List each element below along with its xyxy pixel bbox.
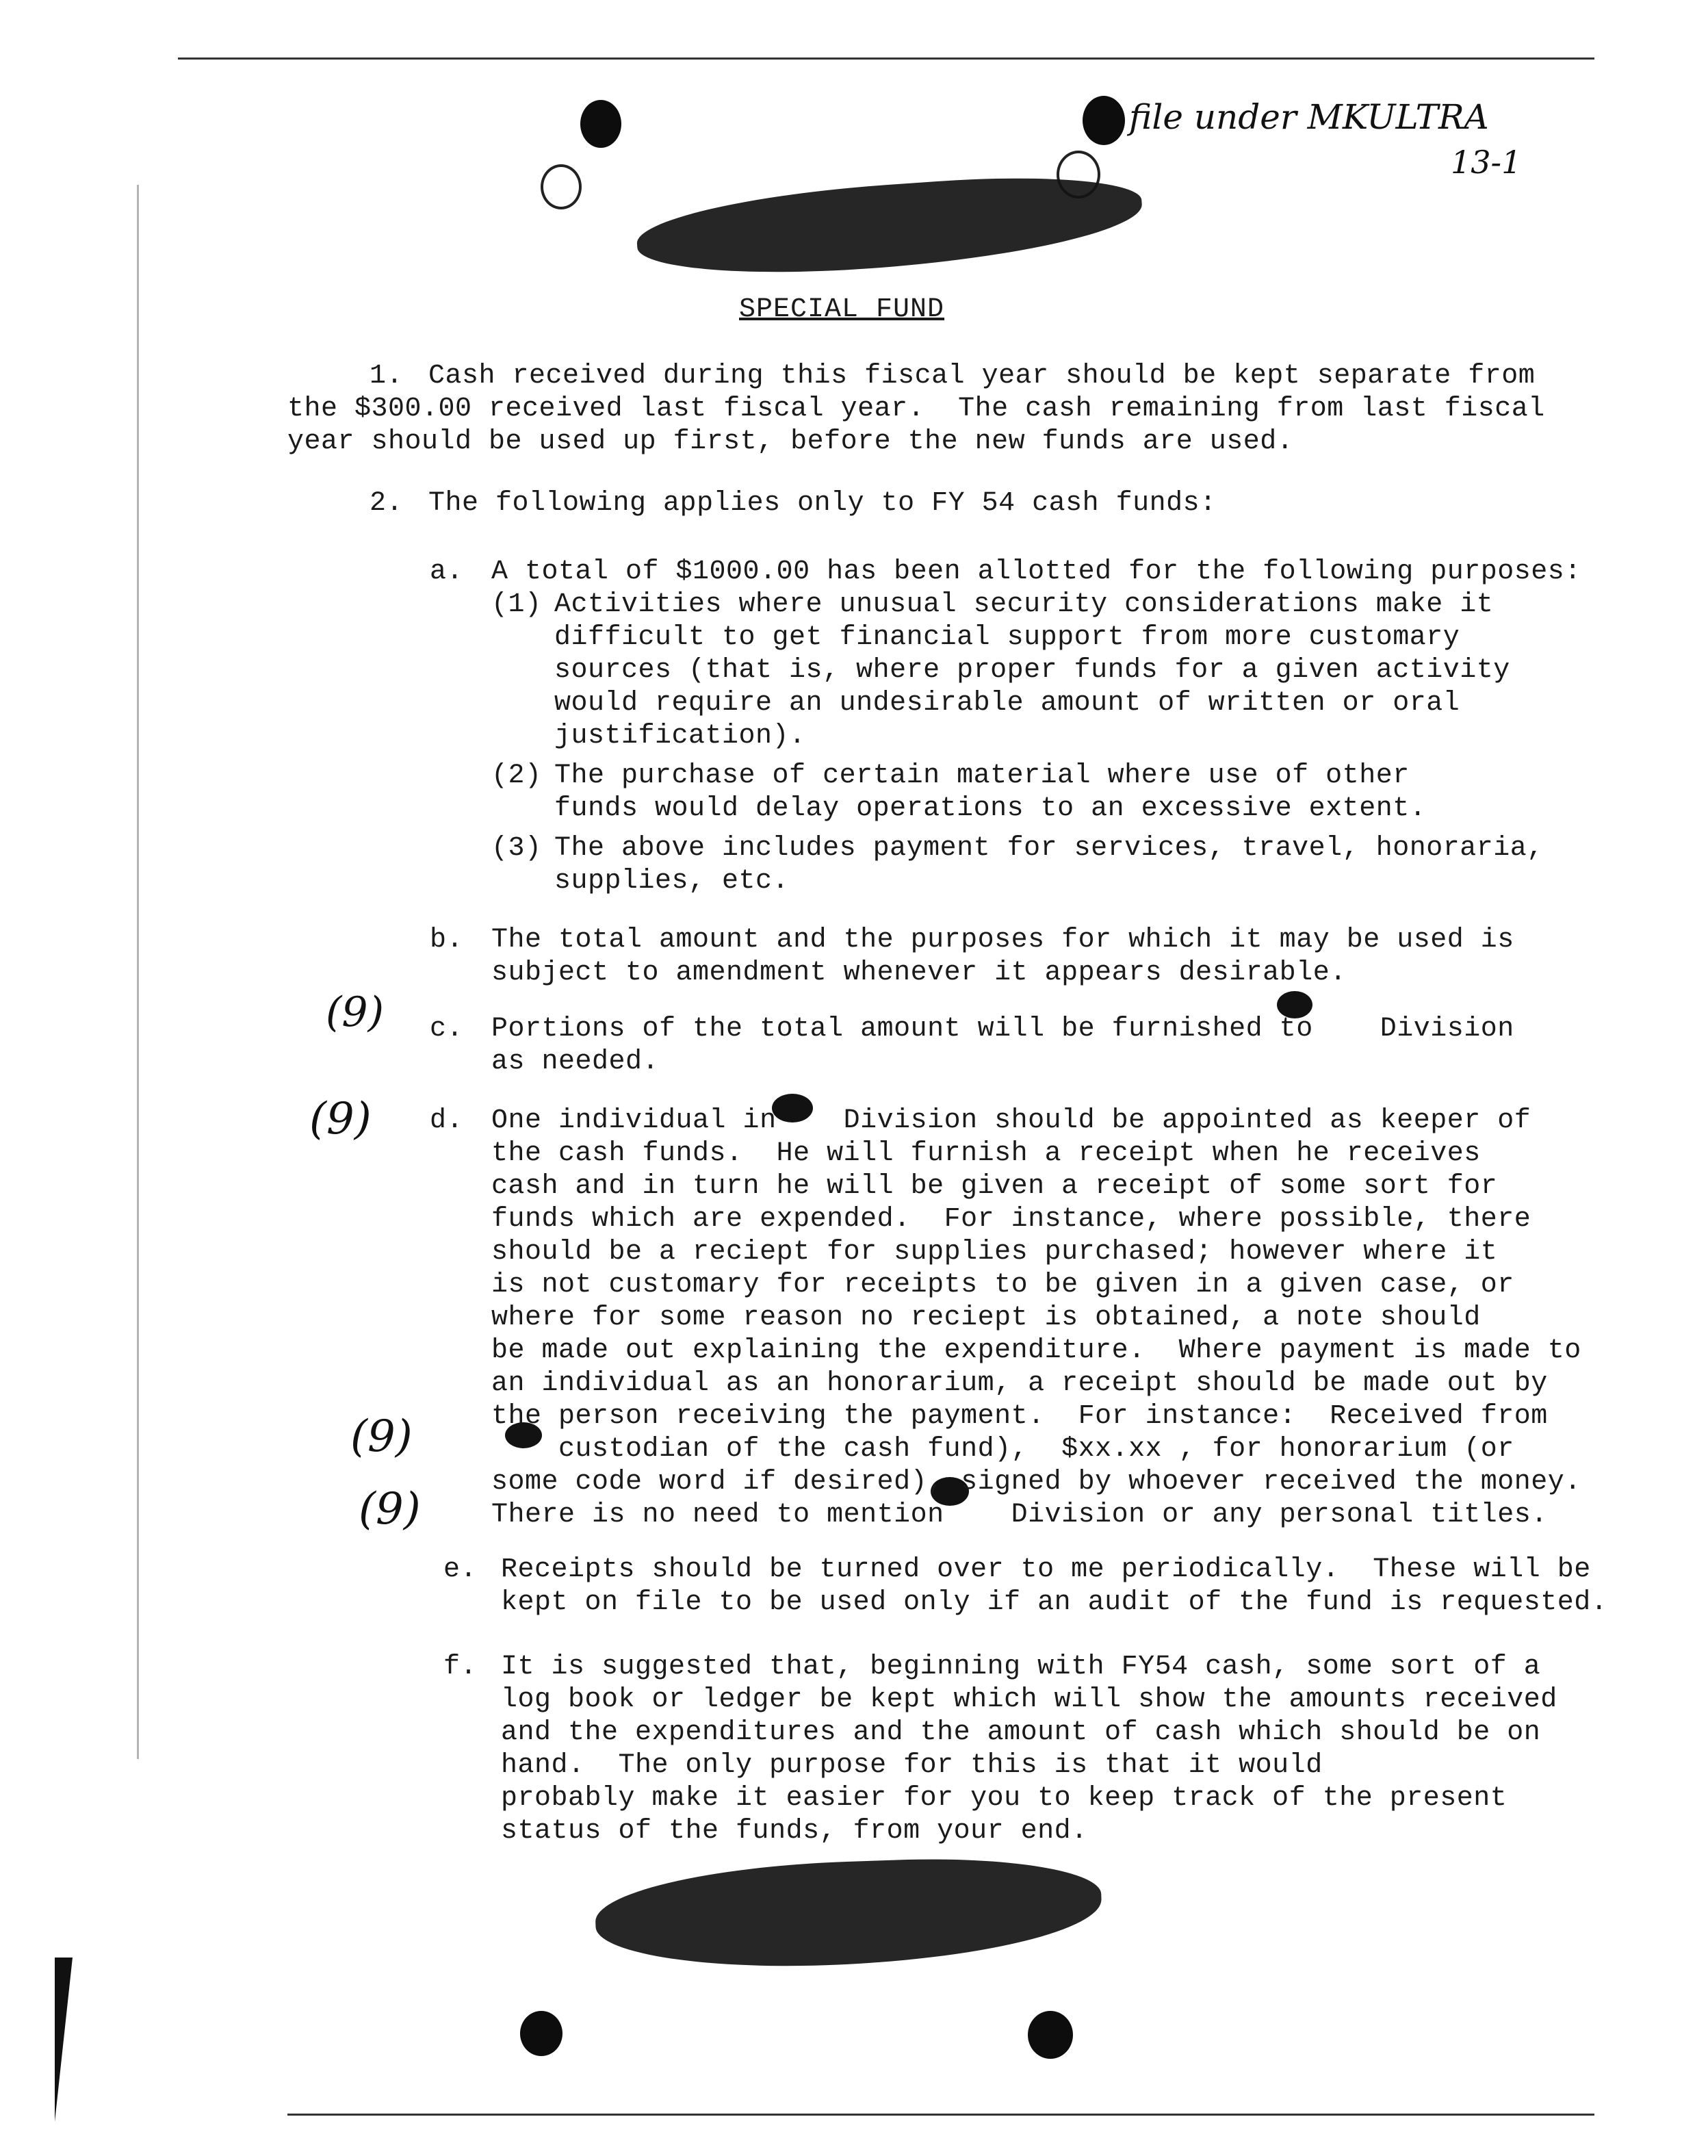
item-a3-line-1: The above includes payment for services, travel, honoraria, (554, 833, 1544, 864)
item-d-line-4: funds which are expended. For instance, where possible, there (491, 1204, 1531, 1235)
para-2-number: 2. (370, 488, 404, 519)
item-c-line-1: Portions of the total amount will be furnished to Division (491, 1014, 1514, 1044)
margin-mark-c: (9) (326, 988, 384, 1036)
item-c-label: c. (430, 1014, 464, 1044)
item-f-line-5: probably make it easier for you to keep track of the present (501, 1783, 1508, 1814)
page-title: SPECIAL FUND (739, 294, 945, 325)
margin-mark-d-division: (9) (359, 1484, 421, 1535)
item-c-line-2: as needed. (491, 1047, 660, 1077)
item-a-line-1: A total of $1000.00 has been allotted for the following purposes: (491, 556, 1581, 587)
item-a3-line-2: supplies, etc. (554, 866, 790, 897)
item-a2-line-2: funds would delay operations to an excessive extent. (554, 793, 1427, 824)
item-d-line-3: cash and in turn he will be given a receipt of some sort for (491, 1171, 1498, 1202)
para-1-number: 1. (370, 361, 404, 392)
punch-hole-top-left (580, 100, 621, 148)
punch-ring-top-left (541, 164, 582, 209)
scan-edge-mark (55, 1958, 73, 2122)
handwritten-number: 13-1 (1451, 144, 1522, 181)
bottom-edge-line (287, 2114, 1594, 2116)
para-1-line-1: Cash received during this fiscal year should be kept separate from (428, 361, 1536, 392)
para-1-line-3: year should be used up first, before the new funds are used. (287, 426, 1294, 457)
para-2-line-1: The following applies only to FY 54 cash funds: (428, 488, 1217, 519)
item-b-line-2: subject to amendment whenever it appears desirable. (491, 958, 1347, 988)
item-a2-line-1: The purchase of certain material where use of other (554, 760, 1410, 791)
item-a1-line-5: justification). (554, 721, 806, 752)
item-a-label: a. (430, 556, 464, 587)
item-f-line-2: log book or ledger be kept which will show the amounts received (501, 1684, 1557, 1715)
left-edge-shadow (137, 185, 139, 1759)
punch-hole-top-right (1083, 96, 1125, 145)
item-b-line-1: The total amount and the purposes for which it may be used is (491, 925, 1514, 955)
item-d-line-10: the person receiving the payment. For instance: Received from (491, 1401, 1548, 1432)
item-d-line-11: custodian of the cash fund), $xx.xx , for honorarium (or (491, 1434, 1514, 1465)
item-d-line-12: some code word if desired), signed by whoever received the money. (491, 1467, 1581, 1498)
margin-mark-d: (9) (309, 1094, 372, 1144)
item-d-line-7: where for some reason no reciept is obtained, a note should (491, 1302, 1481, 1333)
item-d-line-8: be made out explaining the expenditure. Where payment is made to (491, 1335, 1581, 1366)
item-a1-line-3: sources (that is, where proper funds for a given activity (554, 655, 1510, 686)
item-a1-line-2: difficult to get financial support from more customary (554, 622, 1460, 653)
item-d-line-1: One individual in Division should be appointed as keeper of (491, 1105, 1531, 1136)
item-e-line-2: kept on file to be used only if an audit of the fund is requested. (501, 1587, 1608, 1618)
item-e-line-1: Receipts should be turned over to me periodically. These will be (501, 1554, 1591, 1585)
item-a2-label: (2) (491, 760, 542, 791)
margin-mark-d-custodian: (9) (350, 1411, 413, 1462)
item-f-line-6: status of the funds, from your end. (501, 1816, 1088, 1847)
item-d-line-6: is not customary for receipts to be given in a given case, or (491, 1270, 1514, 1300)
item-a1-line-4: would require an undesirable amount of written or oral (554, 688, 1460, 719)
para-1-line-2: the $300.00 received last fiscal year. The cash remaining from last fiscal (287, 394, 1545, 424)
punch-hole-bottom-left (520, 2011, 562, 2056)
item-f-label: f. (443, 1652, 478, 1682)
item-d-line-5: should be a reciept for supplies purchased; however where it (491, 1237, 1498, 1268)
item-d-line-9: an individual as an honorarium, a receipt should be made out by (491, 1368, 1548, 1399)
item-f-line-4: hand. The only purpose for this is that it would (501, 1750, 1323, 1781)
redaction-bottom-block (594, 1853, 1104, 1973)
item-a1-line-1: Activities where unusual security considerations make it (554, 589, 1494, 620)
top-edge-line (178, 57, 1594, 60)
item-e-label: e. (443, 1554, 478, 1585)
item-f-line-1: It is suggested that, beginning with FY54 cash, some sort of a (501, 1652, 1541, 1682)
redaction-top-block (634, 167, 1146, 284)
item-a3-label: (3) (491, 833, 542, 864)
item-b-label: b. (430, 925, 464, 955)
item-f-line-3: and the expenditures and the amount of cash which should be on (501, 1717, 1541, 1748)
item-d-line-13: There is no need to mention Division or any personal titles. (491, 1500, 1548, 1530)
item-a1-label: (1) (491, 589, 542, 620)
item-d-label: d. (430, 1105, 464, 1136)
handwritten-filing-note: file under MKULTRA (1129, 97, 1489, 137)
punch-hole-bottom-right (1028, 2011, 1073, 2059)
item-d-line-2: the cash funds. He will furnish a receipt when he receives (491, 1138, 1481, 1169)
